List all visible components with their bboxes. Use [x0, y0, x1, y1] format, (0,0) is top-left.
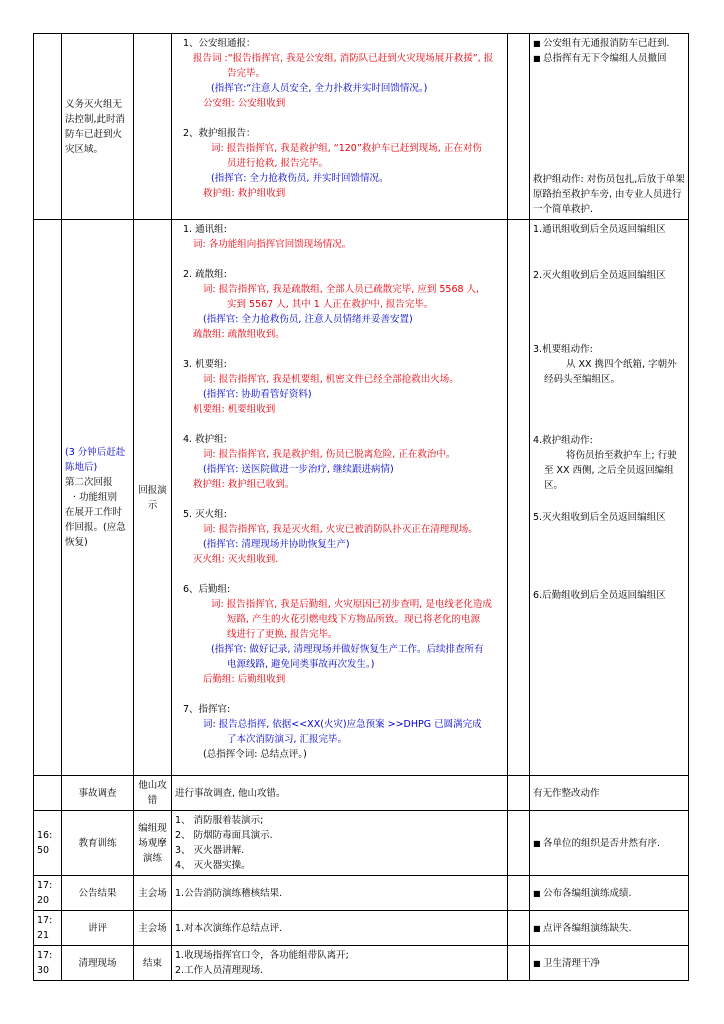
square-bullet-icon: ■ — [533, 923, 541, 933]
remark-item: 2.灭火组收到后全员返回编组区 — [533, 270, 666, 281]
content-line: 2、 防烟防毒面具演示. — [175, 830, 273, 841]
location-cell: 编组现场观摩演练 — [134, 811, 172, 876]
remark-item: 3.机要组动作: — [533, 344, 593, 355]
remark-cell — [530, 34, 689, 220]
content-line: 词: 报告指挥官, 我是疏散组, 全部人员已疏散完毕, 应到 5568 人, — [203, 284, 480, 295]
remark-item: ■ 公安组有无通报消防车已赶到. — [533, 38, 670, 49]
content-line: (指挥官: 送医院做进一步治疗, 继续跟进病情) — [203, 464, 394, 475]
stage-note: 陈地后) — [65, 462, 98, 473]
time-cell — [34, 220, 62, 776]
row-second-report — [34, 220, 689, 776]
content-line: 2、救护组报告： — [183, 128, 256, 139]
content-line: 公安组: 公安组收到 — [203, 98, 286, 109]
row-fire-brigade-arrived — [34, 34, 689, 220]
content-cell: 进行事故调查, 他山攻错。 — [172, 776, 508, 811]
content-line: (总指挥令词: 总结点评。) — [203, 749, 307, 760]
content-line: (指挥官: 协助看管好资料) — [203, 389, 312, 400]
content-line: 告完毕。 — [227, 68, 266, 79]
time-cell: 17:30 — [34, 946, 62, 981]
time-cell: 16:50 — [34, 811, 62, 876]
time-cell: 17:20 — [34, 876, 62, 911]
spacer — [175, 687, 504, 702]
spacer — [175, 417, 504, 432]
location-cell: 回报演示 — [134, 220, 172, 776]
blank-cell — [508, 220, 530, 776]
drill-schedule-table — [33, 33, 689, 981]
content-line: 了本次消防演习, 汇报完毕。 — [227, 734, 348, 745]
content-line: 救护组: 救护组已收到。 — [193, 479, 295, 490]
content-line: 词: 报告指挥官, 我是后勤组, 火灾原因已初步查明, 是电线老化造成 — [211, 599, 492, 610]
stage-line: 恢复) — [65, 537, 88, 548]
content-cell — [172, 946, 508, 981]
stage-cell: 义务灭火组无法控制,此时消防车已赶到火灾区域。 — [62, 34, 134, 220]
remark-item: 从 XX 携四个纸箱, 字朝外 经码头至编组区。 — [544, 359, 677, 385]
spacer — [175, 111, 504, 126]
blank-cell — [508, 776, 530, 811]
location-cell: 主会场 — [134, 876, 172, 911]
remark-cell: ■ 各单位的组织是否井然有序. — [530, 811, 689, 876]
content-line: 2.工作人员清理现场. — [175, 965, 264, 976]
time-cell — [34, 34, 62, 220]
content-line: 短路, 产生的火花引燃电线下方物品所致。现已将老化的电源 — [227, 614, 481, 625]
content-line: (指挥官: 做好记录, 清理现场并做好恢复生产工作。后续排查所有 — [211, 644, 484, 655]
content-line: 后勤组: 后勤组收到 — [203, 674, 286, 685]
square-bullet-icon: ■ — [533, 838, 541, 848]
blank-cell — [508, 911, 530, 946]
stage-cell: 清理现场 — [62, 946, 134, 981]
content-line: 词: 报告指挥官, 我是救护组, 伤员已脱离危险, 正在救治中。 — [203, 449, 456, 460]
square-bullet-icon: ■ — [533, 39, 541, 48]
content-cell — [172, 811, 508, 876]
row-clean-up — [34, 946, 689, 981]
content-line: 1.收现场指挥官口令，各功能组带队离开; — [175, 950, 349, 961]
content-line: 5. 灭火组: — [183, 509, 227, 520]
stage-cell: 公告结果 — [62, 876, 134, 911]
content-line: 疏散组: 疏散组收到。 — [193, 329, 285, 340]
row-accident-investigation — [34, 776, 689, 811]
content-line: 词: 报告指挥官, 我是灭火组, 火灾已被消防队扑灭正在清理现场。 — [203, 524, 478, 535]
time-cell: 17:21 — [34, 911, 62, 946]
location-cell: 结束 — [134, 946, 172, 981]
square-bullet-icon: ■ — [533, 958, 541, 968]
remark-item: 5.灭火组收到后全员返回编组区 — [533, 512, 666, 523]
spacer — [175, 342, 504, 357]
square-bullet-icon: ■ — [533, 54, 541, 63]
content-line: 救护组: 救护组收到 — [203, 188, 286, 199]
content-cell: 1.对本次演练作总结点评. — [172, 911, 508, 946]
content-line: 机要组: 机要组收到 — [193, 404, 276, 415]
stage-note: (3 分钟后赶赴 — [65, 447, 126, 458]
row-review — [34, 911, 689, 946]
blank-cell — [508, 946, 530, 981]
content-line: 电源线路, 避免同类事故再次发生。) — [227, 659, 375, 670]
remark-item: 救护组动作: 对伤员包扎,后放于单架原路抬至救护车旁, 由专业人员进行一个简单救护. — [533, 174, 685, 215]
remark-item: 将伤员抬至救护车上; 行驶至 XX 西侧, 之后全员返回编组区。 — [544, 450, 677, 491]
content-line: 6、后勤组: — [183, 584, 231, 595]
content-line: (指挥官: 全力抢救伤员, 并实时回馈情况。 — [211, 173, 389, 184]
blank-cell — [508, 34, 530, 220]
location-cell: 主会场 — [134, 911, 172, 946]
stage-cell: 讲评 — [62, 911, 134, 946]
remark-cell — [530, 220, 689, 776]
content-line: (指挥官: 清理现场并协助恢复生产) — [203, 539, 350, 550]
remark-cell: ■ 卫生清理干净 — [530, 946, 689, 981]
row-education-training — [34, 811, 689, 876]
stage-cell: 教育训练 — [62, 811, 134, 876]
blank-cell — [508, 876, 530, 911]
remark-cell: 有无作整改动作 — [530, 776, 689, 811]
stage-cell — [62, 220, 134, 776]
stage-line: 作回报。(应急 — [65, 522, 126, 533]
content-line: 词: 各功能组向指挥官回馈现场情况。 — [193, 239, 352, 250]
content-lines — [175, 36, 504, 201]
content-line: 1、公安组通报： — [183, 38, 256, 49]
content-line: 词: 报告指挥官, 我是机要组, 机密文件已经全部抢救出火场。 — [203, 374, 459, 385]
content-line: 灭火组: 灭火组收到. — [193, 554, 279, 565]
remark-cell: ■ 公布各编组演练成绩. — [530, 876, 689, 911]
content-line: 7、指挥官: — [183, 704, 231, 715]
content-cell — [172, 34, 508, 220]
content-line: 3、 灭火器讲解. — [175, 845, 245, 856]
stage-line: · 功能组别 — [73, 492, 118, 503]
content-line: 3. 机要组: — [183, 359, 227, 370]
content-cell — [172, 220, 508, 776]
spacer — [175, 252, 504, 267]
square-bullet-icon: ■ — [533, 888, 541, 898]
content-cell: 1.公告消防演练稽核结果. — [172, 876, 508, 911]
content-line: 词: 报告总指挥, 依据<<XX(火灾)应急预案 >>DHPG 已圆满完成 — [203, 719, 482, 730]
location-cell: 他山攻错 — [134, 776, 172, 811]
content-line: 线进行了更换, 报告完毕。 — [227, 629, 338, 640]
content-line: 1、 消防服着装演示; — [175, 815, 264, 826]
content-line: 词: 报告指挥官, 我是救护组, “120”救护车已赶到现场, 正在对伤 — [211, 143, 482, 154]
content-line: 实到 5567 人, 其中 1 人正在救护中, 报告完毕。 — [227, 299, 434, 310]
spacer — [175, 492, 504, 507]
stage-line: 在展开工作时 — [65, 507, 123, 518]
time-cell — [34, 776, 62, 811]
content-line: 4、 灭火器实操。 — [175, 860, 251, 871]
blank-cell — [508, 811, 530, 876]
remark-item: 4.救护组动作: — [533, 435, 593, 446]
content-line: (指挥官: 全力抢救伤员, 注意人员情绪并妥善安置) — [203, 314, 413, 325]
content-line: 4. 救护组: — [183, 434, 227, 445]
content-line: 员进行抢救, 报告完毕。 — [227, 158, 329, 169]
stage-line: 第二次回报 — [65, 477, 113, 488]
remark-item: 1.通讯组收到后全员返回编组区 — [533, 224, 666, 235]
content-lines — [175, 222, 504, 762]
row-announce-results — [34, 876, 689, 911]
content-line: 2. 疏散组: — [183, 269, 227, 280]
remark-item: 6.后勤组收到后全员返回编组区 — [533, 590, 666, 601]
location-cell — [134, 34, 172, 220]
content-line: 1. 通讯组: — [183, 224, 227, 235]
remark-item: ■ 总指挥有无下令编组人员撤回 — [533, 53, 667, 64]
stage-cell: 事故调查 — [62, 776, 134, 811]
remark-cell: ■ 点评各编组演练缺失. — [530, 911, 689, 946]
content-line: 报告词 :“报告指挥官, 我是公安组, 消防队已赶到火灾现场展开救援”, 报 — [193, 53, 494, 64]
content-line: (指挥官:“注意人员安全, 全力扑救并实时回馈情况。) — [211, 83, 428, 94]
spacer — [175, 567, 504, 582]
